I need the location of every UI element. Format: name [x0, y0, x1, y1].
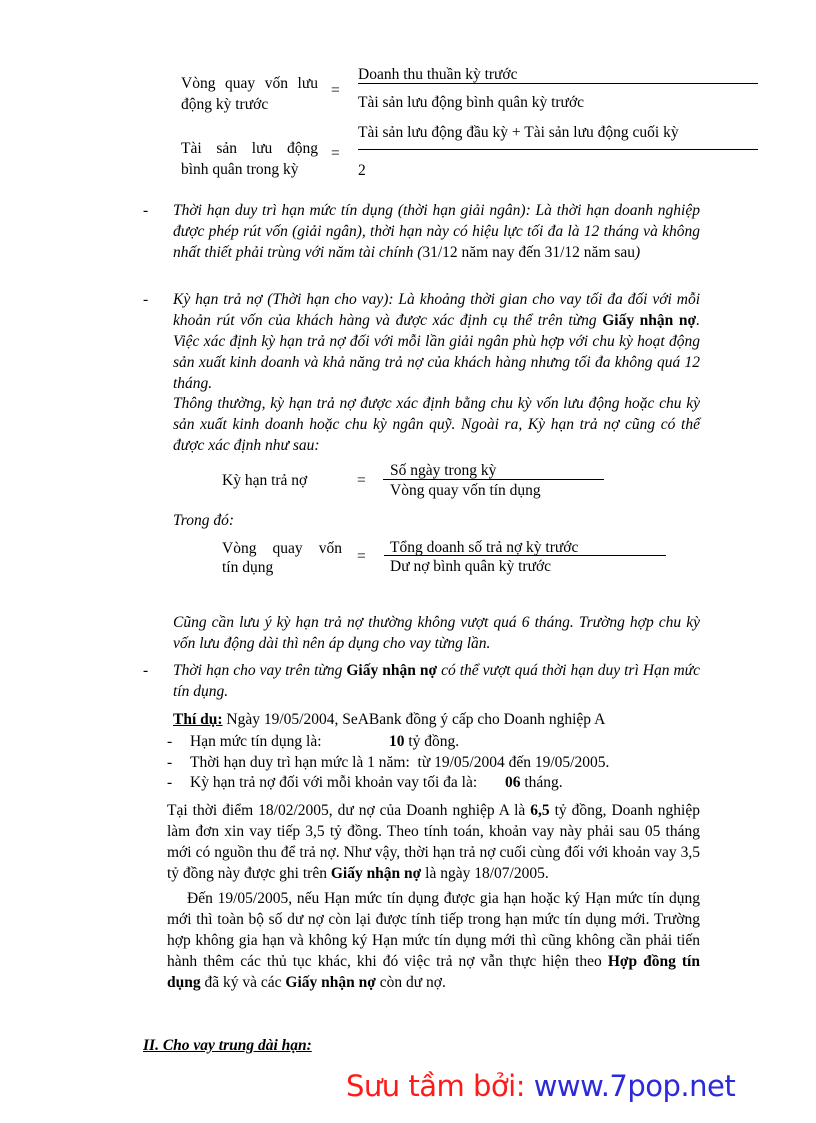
formula-equals: = — [357, 548, 366, 565]
formula-equals: = — [331, 82, 340, 99]
formula-numerator: Tài sản lưu động đầu kỳ + Tài sản lưu động cuối kỳ — [358, 124, 679, 141]
paragraph-ky-han-tra-no: Kỳ hạn trả nợ (Thời hạn cho vay): Là khoảng thời gian cho vay tối đa đối với mỗi khoản rút vốn của khách hàng và được xác định cụ thể trên từng Giấy nhận nợ. Việc xác định kỳ hạn trả nợ đối với mỗi lần giải ngân phù hợp với chu kỳ hoạt động sản xuất kinh doanh và khả năng trả nợ của khách hàng nhưng tối đa không quá 12 tháng. — [173, 291, 700, 392]
formula-label-tai-san-luu-dong-binh-quan: Tài sản lưu động — [181, 140, 318, 157]
example-heading: Thí dụ: — [173, 711, 223, 728]
formula-label: Kỳ hạn trả nợ — [222, 472, 308, 489]
example-item-dash: - — [167, 754, 173, 771]
example-intro: Thí dụ: Ngày 19/05/2004, SeABank đồng ý cấp cho Doanh nghiệp A — [173, 711, 606, 728]
formula-label-vong-quay-von-luu-dong: Vòng quay vốn lưu — [181, 75, 318, 92]
formula-label: Vòng quay vốn — [222, 540, 342, 557]
bullet-dash: - — [143, 662, 149, 679]
paragraph-thoi-han-duy-tri: Thời hạn duy trì hạn mức tín dụng (thời hạn giải ngân): Là thời hạn doanh nghiệp được phép rút vốn (giải ngân), thời hạn này có hiệu lực tối đa là 12 tháng và không nhất thiết phải trùng với năm tài chính (31/12 năm nay đến 31/12 năm sau) — [173, 202, 700, 261]
watermark-url: www.7pop.net — [533, 1069, 736, 1103]
formula-denominator: Tài sản lưu động bình quân kỳ trước — [358, 94, 585, 111]
example-item-value: 06 tháng. — [505, 774, 563, 791]
formula-label-line2: tín dụng — [222, 559, 274, 576]
formula-label-line2: bình quân trong kỳ — [181, 161, 299, 178]
formula-denominator: 2 — [358, 162, 366, 179]
formula-numerator: Doanh thu thuần kỳ trước — [358, 66, 518, 83]
section-heading: II. Cho vay trung dài hạn: — [143, 1037, 312, 1054]
bullet-dash: - — [143, 202, 149, 219]
watermark-label: Sưu tầm bởi: — [346, 1069, 534, 1103]
formula-equals: = — [357, 472, 366, 489]
bullet-dash: - — [143, 291, 149, 308]
example-item-dash: - — [167, 774, 173, 791]
formula-denominator: Dư nợ bình quân kỳ trước — [390, 558, 552, 575]
formula-label-line2: động kỳ trước — [181, 96, 269, 113]
formula-numerator: Số ngày trong kỳ — [390, 462, 497, 479]
paragraph-thong-thuong: Thông thường, kỳ hạn trả nợ được xác định bằng chu kỳ vốn lưu động hoặc chu kỳ sản xuất kinh doanh hoặc chu kỳ ngân quỹ. Ngoài ra, Kỳ hạn trả nợ cũng có thể được xác định như sau: — [173, 395, 700, 454]
example-item-han-muc: Hạn mức tín dụng là: — [190, 733, 322, 750]
paragraph-example-2: Đến 19/05/2005, nếu Hạn mức tín dụng được gia hạn hoặc ký Hạn mức tín dụng mới thì toàn bộ số dư nợ còn lại được tính tiếp trong hạn mức tín dụng mới. Trường hợp không gia hạn và không ký Hạn mức tín dụng mới thì cũng không cần phải tiến hành thêm các thủ tục khác, khi đó việc trả nợ vẫn thực hiện theo Hợp đồng tín dụng đã ký và các Giấy nhận nợ còn dư nợ. — [167, 890, 700, 991]
watermark — [346, 1069, 736, 1103]
example-item-ky-han: Kỳ hạn trả nợ đối với mỗi khoản vay tối đa là: — [190, 774, 478, 791]
example-item-thoi-han-duy-tri: Thời hạn duy trì hạn mức là 1 năm: từ 19/05/2004 đến 19/05/2005. — [190, 754, 610, 771]
example-item-dash: - — [167, 733, 173, 750]
formula-denominator: Vòng quay vốn tín dụng — [390, 482, 541, 499]
formula-numerator: Tổng doanh số trả nợ kỳ trước — [390, 539, 579, 556]
paragraph-luu-y: Cũng cần lưu ý kỳ hạn trả nợ thường không vượt quá 6 tháng. Trường hợp chu kỳ vốn lưu động dài thì nên áp dụng cho vay từng lần. — [173, 614, 700, 652]
fraction-bar — [358, 149, 758, 150]
fraction-bar — [358, 83, 758, 84]
trong-do-label: Trong đó: — [173, 512, 235, 529]
paragraph-example-1: Tại thời điểm 18/02/2005, dư nợ của Doanh nghiệp A là 6,5 tỷ đồng, Doanh nghiệp làm đơn xin vay tiếp 3,5 tỷ đồng. Theo tính toán, khoản vay này phải sau 05 tháng mới có nguồn thu để trả nợ. Như vậy, thời hạn trả nợ cuối cùng đối với khoản vay 3,5 tỷ đồng này được ghi trên Giấy nhận nợ là ngày 18/07/2005. — [167, 802, 700, 882]
example-item-value: 10 tỷ đồng. — [389, 733, 460, 750]
formula-equals: = — [331, 145, 340, 162]
paragraph-thoi-han-cho-vay: Thời hạn cho vay trên từng Giấy nhận nợ có thể vượt quá thời hạn duy trì Hạn mức tín dụng. — [173, 662, 700, 700]
